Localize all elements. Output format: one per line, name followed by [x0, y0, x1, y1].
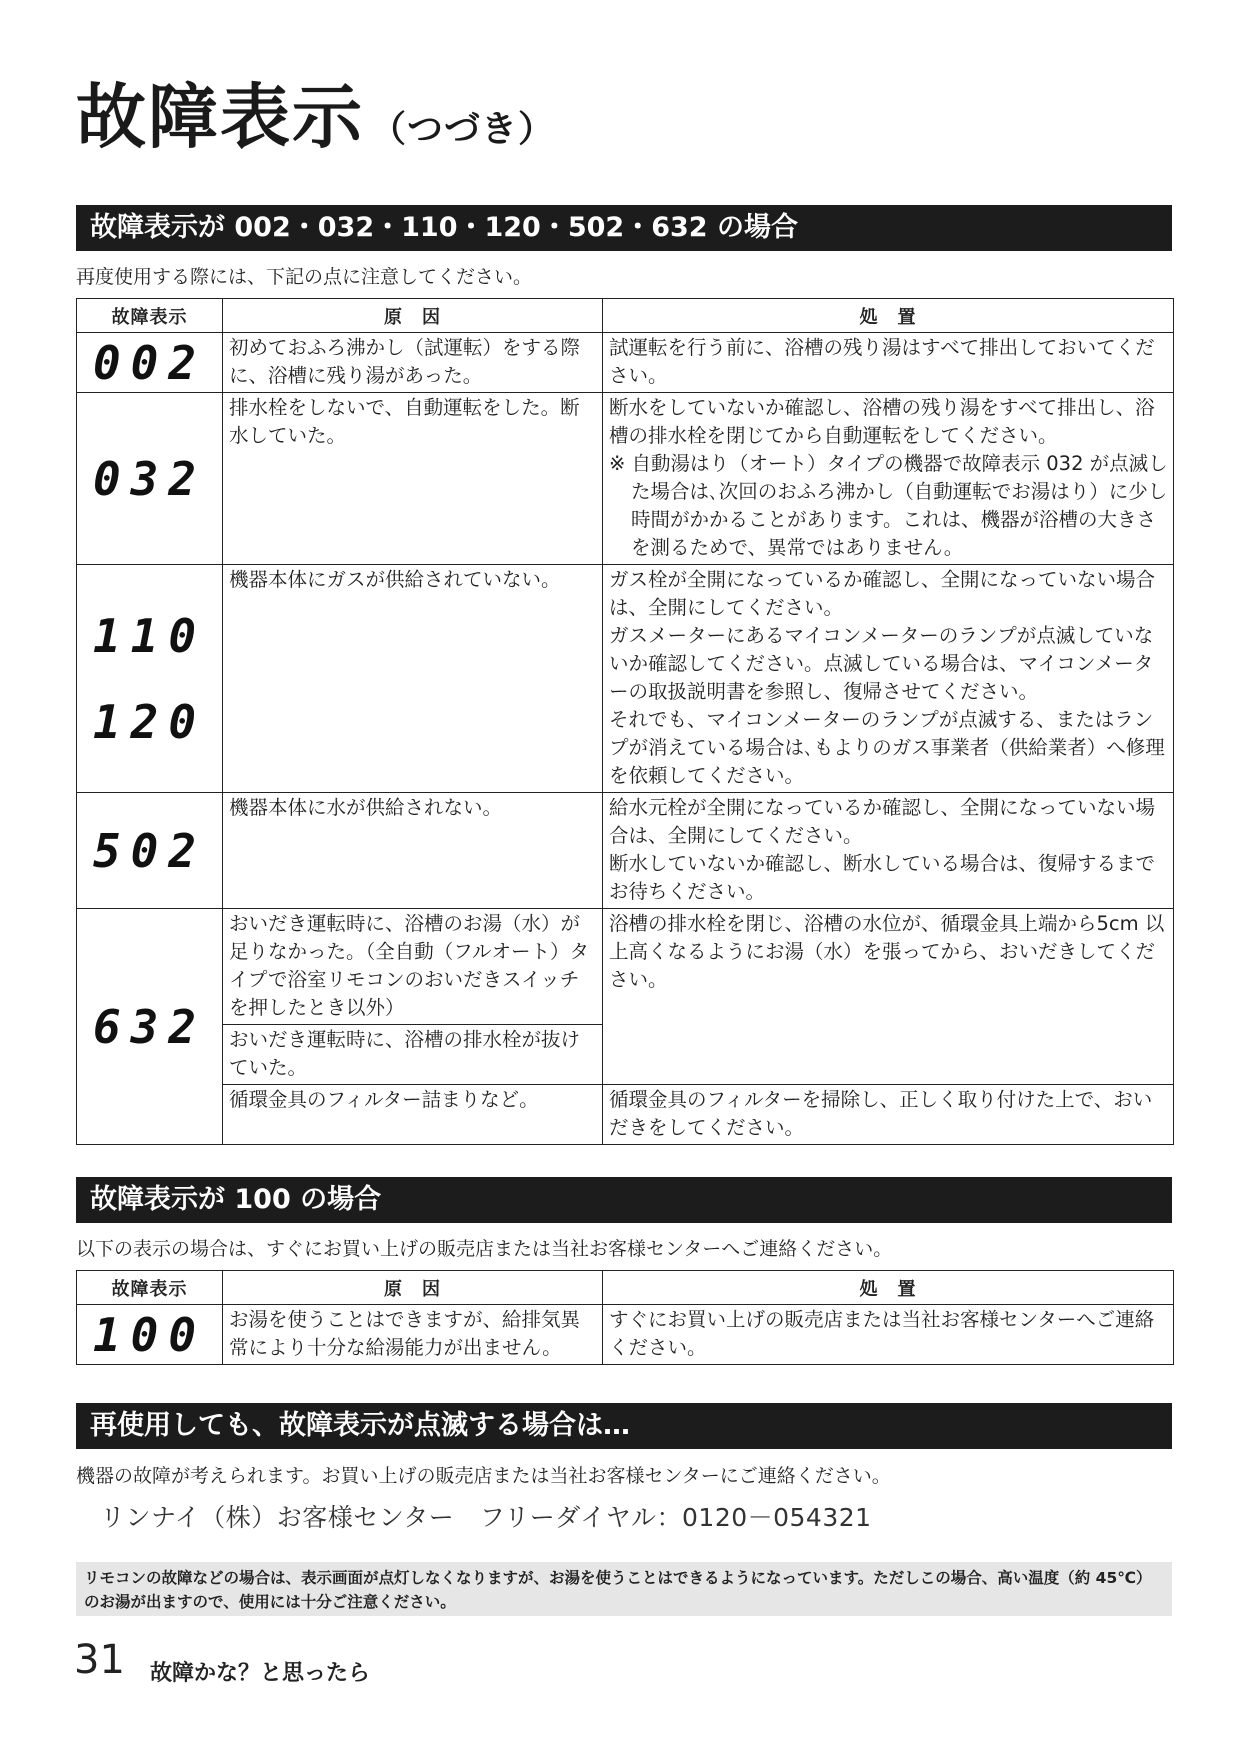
- fault-100-table: [76, 1270, 1174, 1365]
- action-text: 試運転を行う前に、浴槽の残り湯はすべて排出しておいてください。: [603, 333, 1174, 393]
- header-code: 故障表示: [77, 1271, 223, 1305]
- fault-code-display: 632: [92, 999, 207, 1054]
- header-cause: 原 因: [223, 299, 603, 333]
- header-action: 処 置: [603, 299, 1174, 333]
- fault-code-display: 002: [92, 335, 207, 390]
- fault-code-display: 100: [92, 1307, 207, 1362]
- table-row: [77, 909, 1174, 1025]
- page-title-sub: （つづき）: [370, 109, 556, 150]
- section-heading-fault-codes: 故障表示が 002・032・110・120・502・632 の場合: [76, 205, 1172, 251]
- fault-code-display: 120: [92, 694, 207, 749]
- table-row: [77, 793, 1174, 909]
- table-row: [77, 333, 1174, 393]
- fault-code-display: 032: [92, 451, 207, 506]
- cause-text: 機器本体に水が供給されない。: [223, 793, 603, 909]
- table-row: [77, 393, 1174, 565]
- footer-section-label: 故障かな？と思ったら: [150, 1661, 371, 1686]
- cause-text: お湯を使うことはできますが、給排気異常により十分な給湯能力が出ません。: [223, 1305, 603, 1365]
- action-text: ガス栓が全開になっているか確認し、全開になっていない場合は、全開にしてください。: [609, 568, 1156, 619]
- header-code: 故障表示: [77, 299, 223, 333]
- table-header-row: [77, 1271, 1174, 1305]
- table-header-row: [77, 299, 1174, 333]
- page-title-main: 故障表示: [76, 76, 364, 158]
- header-cause: 原 因: [223, 1271, 603, 1305]
- action-text: それでも、マイコンメーターのランプが点滅する、またはランプが消えている場合は､もよりのガス事業者（供給業者）へ修理を依頼してください。: [609, 708, 1165, 787]
- action-text: 循環金具のフィルターを掃除し、正しく取り付けた上で、おいだきをしてください。: [603, 1085, 1174, 1145]
- customer-center-hotline: リンナイ（株）お客様センター フリーダイヤル：0120－054321: [100, 1503, 872, 1532]
- action-text: 浴槽の排水栓を閉じ、浴槽の水位が、循環金具上端から5cm 以上高くなるようにお湯（水）を張ってから、おいだきしてください。: [603, 909, 1174, 1085]
- header-action: 処 置: [603, 1271, 1174, 1305]
- section-heading-fault-100: 故障表示が 100 の場合: [76, 1177, 1172, 1223]
- section-heading-persistent-fault: 再使用しても、故障表示が点滅する場合は…: [76, 1403, 1172, 1449]
- cause-text: 循環金具のフィルター詰まりなど。: [223, 1085, 603, 1145]
- action-text: 給水元栓が全開になっているか確認し、全開になっていない場合は、全開にしてください。: [609, 796, 1156, 847]
- cause-text: おいだき運転時に、浴槽の排水栓が抜けていた。: [223, 1025, 603, 1085]
- fault-code-display: 110: [92, 608, 207, 663]
- cause-text: おいだき運転時に、浴槽のお湯（水）が足りなかった。（全自動（フルオート）タイプで浴室リモコンのおいだきスイッチを押したとき以外）: [223, 909, 603, 1025]
- table-row: [77, 1085, 1174, 1145]
- fault-code-table: [76, 298, 1174, 1145]
- section-intro-fault-100: 以下の表示の場合は、すぐにお買い上げの販売店または当社お客様センターへご連絡ください。: [76, 1238, 893, 1260]
- section-intro-persistent-fault: 機器の故障が考えられます。お買い上げの販売店または当社お客様センターにご連絡ください。: [76, 1465, 891, 1487]
- section-intro-fault-codes: 再度使用する際には、下記の点に注意してください。: [76, 266, 533, 288]
- remote-fault-notice: リモコンの故障などの場合は、表示画面が点灯しなくなりますが、お湯を使うことはできるようになっています。ただしこの場合、高い温度（約 45℃）のお湯が出ますので、使用には十分ご注意ください。: [76, 1562, 1172, 1616]
- action-text: 断水していないか確認し、断水している場合は、復帰するまでお待ちください。: [609, 852, 1156, 903]
- action-text: ガスメーターにあるマイコンメーターのランプが点滅していないか確認してください。点滅している場合は、マイコンメーターの取扱説明書を参照し、復帰させてください。: [609, 624, 1154, 703]
- fault-code-display: 502: [92, 823, 207, 878]
- table-row: [77, 565, 1174, 793]
- cause-text: 排水栓をしないで、自動運転をした。断水していた。: [223, 393, 603, 565]
- page-title: [76, 76, 556, 158]
- table-row: [77, 1305, 1174, 1365]
- action-text: 断水をしていないか確認し、浴槽の残り湯をすべて排出し、浴槽の排水栓を閉じてから自動運転をしてください。: [609, 396, 1155, 447]
- action-note: ※ 自動湯はり（オート）タイプの機器で故障表示 032 が点滅した場合は､次回のおふろ沸かし（自動運転でお湯はり）に少し時間がかかることがあります。これは、機器が浴槽の大きさを測るためで、異常ではありません。: [609, 452, 1168, 559]
- action-text: すぐにお買い上げの販売店または当社お客様センターへご連絡ください。: [603, 1305, 1174, 1365]
- cause-text: 機器本体にガスが供給されていない。: [223, 565, 603, 793]
- cause-text: 初めておふろ沸かし（試運転）をする際に、浴槽に残り湯があった。: [223, 333, 603, 393]
- page-number: 31: [74, 1637, 125, 1683]
